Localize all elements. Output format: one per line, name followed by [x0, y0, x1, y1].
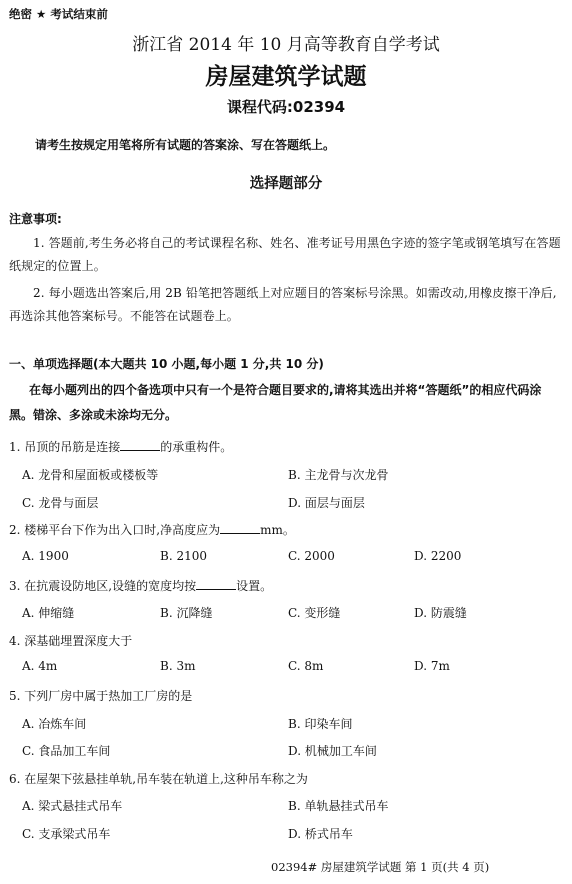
stem-text: mm。 [260, 523, 295, 537]
note-item: 1. 答题前,考生务必将自己的考试课程名称、姓名、准考证号用黑色字迹的签字笔或钢笔填写在答题纸规定的位置上。 [9, 236, 561, 273]
question-stem [9, 687, 192, 704]
option: A. 梁式悬挂式吊车 [22, 799, 123, 813]
option: D. 机械加工车间 [288, 744, 377, 758]
option: A. 伸缩缝 [22, 606, 75, 620]
option: A. 龙骨和屋面板或楼板等 [22, 468, 159, 482]
option: D. 7m [414, 659, 450, 673]
option: B. 2100 [160, 549, 207, 563]
option: D. 桥式吊车 [288, 827, 353, 841]
option: A. 冶炼车间 [22, 717, 87, 731]
answer-blank [196, 579, 236, 590]
option: C. 龙骨与面层 [22, 496, 99, 510]
option: C. 支承梁式吊车 [22, 827, 111, 841]
option: C. 8m [288, 659, 324, 673]
option: C. 2000 [288, 549, 335, 563]
option: D. 2200 [414, 549, 462, 563]
question-stem [9, 577, 272, 594]
stem-text: 的承重构件。 [160, 440, 233, 454]
option: A. 4m [22, 659, 58, 673]
stem-text: 2. 楼梯平台下作为出入口时,净高度应为 [9, 523, 221, 537]
option: C. 食品加工车间 [22, 744, 111, 758]
option: A. 1900 [22, 549, 69, 563]
note-item: 2. 每小题选出答案后,用 2B 铅笔把答题纸上对应题目的答案标号涂黑。如需改动,用橡皮擦干净后,再选涂其他答案标号。不能答在试题卷上。 [9, 286, 557, 323]
option: B. 3m [160, 659, 196, 673]
option: B. 单轨悬挂式吊车 [288, 799, 389, 813]
question-stem [9, 521, 295, 538]
stem-text: 1. 吊顶的吊筋是连接 [9, 440, 121, 454]
option: B. 主龙骨与次龙骨 [288, 468, 389, 482]
option: B. 印染车间 [288, 717, 353, 731]
stem-text: 3. 在抗震设防地区,设缝的宽度均按 [9, 579, 197, 593]
question-stem [9, 770, 308, 787]
answer-blank [220, 523, 260, 534]
paper-title: 房屋建筑学试题 [205, 64, 367, 90]
option: D. 面层与面层 [288, 496, 365, 510]
option: B. 沉降缝 [160, 606, 213, 620]
course-code: 课程代码:02394 [226, 98, 346, 116]
part-title: 选择题部分 [249, 176, 323, 192]
section-heading: 一、单项选择题(本大题共 10 小题,每小题 1 分,共 10 分) [9, 357, 324, 371]
question-stem [9, 438, 232, 455]
page-footer: 02394# 房屋建筑学试题 第 1 页(共 4 页) [271, 860, 490, 874]
answer-blank [120, 440, 160, 451]
confidential-mark: 绝密 ★ 考试结束前 [9, 7, 108, 21]
option: C. 变形缝 [288, 606, 341, 620]
stem-text: 5. 下列厂房中属于热加工厂房的是 [9, 689, 193, 703]
answer-instruction: 请考生按规定用笔将所有试题的答案涂、写在答题纸上。 [35, 138, 336, 152]
exam-name: 浙江省 2014 年 10 月高等教育自学考试 [132, 35, 440, 55]
option: D. 防震缝 [414, 606, 467, 620]
notes-heading: 注意事项: [9, 212, 62, 226]
stem-text: 4. 深基础埋置深度大于 [9, 634, 133, 648]
stem-text: 6. 在屋架下弦悬挂单轨,吊车装在轨道上,这种吊车称之为 [9, 772, 308, 786]
question-stem [9, 632, 132, 649]
section-instruction: 在每小题列出的四个备选项中只有一个是符合题目要求的,请将其选出并将“答题纸”的相应代码涂黑。错涂、多涂或未涂均无分。 [9, 383, 542, 422]
stem-text: 设置。 [236, 579, 273, 593]
